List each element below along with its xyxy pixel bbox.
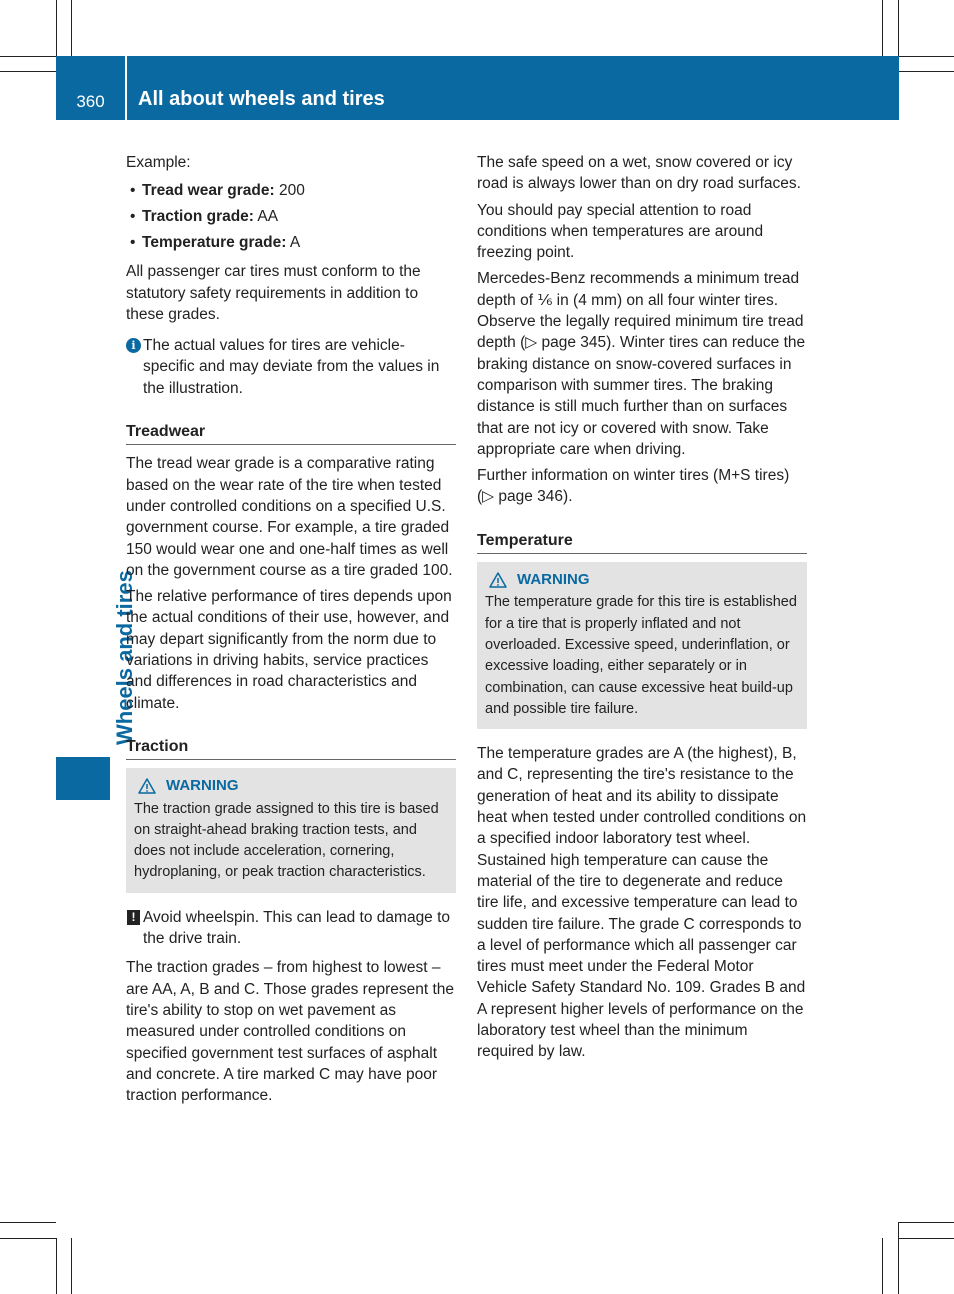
treadwear-paragraph-2: The relative performance of tires depends upon the actual conditions of their use, however, and may depart significantly from the norm due to variations in driving habits, service practices and differences in road characteristics and climate. — [126, 588, 452, 712]
warning-header — [485, 569, 799, 590]
crop-mark — [0, 56, 56, 57]
info-note-text: The actual values for tires are vehicle-specific and may deviate from the values in the illustration. — [143, 337, 440, 397]
temperature-paragraph: The temperature grades are A (the highest), B, and C, representing the tire's resistance to the generation of heat and its ability to dissipate heat when tested under controlled conditions on a specified indoor laboratory test wheel. Sustained high temperature can cause the material of the tire to degenerate and reduce tire life, and excessive temperature can lead to sudden tire failure. The grade C corresponds to a level of performance which all passenger car tires must meet under the Federal Motor Vehicle Safety Standard No. 109. Grades B and A represent higher levels of performance on the laboratory test wheel than the minimum required by law. — [477, 745, 807, 1061]
crop-mark — [0, 71, 56, 72]
crop-mark — [899, 1222, 954, 1223]
warning-label: WARNING — [166, 777, 239, 795]
crop-mark — [71, 0, 72, 56]
list-item-term: Tread wear grade: — [142, 182, 275, 200]
traction-heading: Traction — [126, 736, 456, 760]
crop-mark — [71, 1238, 72, 1294]
crop-mark — [56, 1238, 57, 1294]
crop-mark — [898, 1222, 899, 1294]
page-number: 360 — [76, 92, 105, 111]
conform-paragraph: All passenger car tires must conform to the statutory safety requirements in addition to these grades. — [126, 263, 421, 323]
right-column — [477, 152, 807, 1068]
crop-mark — [882, 1238, 883, 1294]
temperature-warning-box — [477, 562, 807, 729]
traction-paragraph: The traction grades – from highest to lowest – are AA, A, B and C. Those grades represent the tire's ability to stop on wet pavement as measured under controlled conditions on specified government test surfaces of asphalt and concrete. A tire marked C may have poor traction performance. — [126, 959, 454, 1105]
list-item — [126, 230, 456, 256]
crop-mark — [899, 1238, 954, 1239]
warning-label: WARNING — [517, 571, 590, 589]
list-item-term: Traction grade: — [142, 208, 254, 226]
list-item-value: A — [286, 234, 301, 252]
exclamation-icon: ! — [127, 910, 140, 925]
winter-tires-paragraph: Further information on winter tires (M+S tires) (▷ page 346). — [477, 467, 790, 506]
left-column — [126, 152, 456, 1111]
list-item-value: AA — [253, 208, 279, 226]
treadwear-paragraph-1: The tread wear grade is a comparative rating based on the wear rate of the tire when tested under controlled conditions on a specified U.S. government course. For example, a tire graded 150 would wear one and one-half times as well on the government course as a tire graded 100. — [126, 455, 453, 579]
crop-mark — [898, 0, 899, 56]
info-note — [126, 335, 456, 399]
crop-mark — [0, 1222, 56, 1223]
treadwear-heading: Treadwear — [126, 421, 456, 445]
crop-mark — [56, 0, 57, 56]
info-icon: i — [126, 338, 141, 353]
temperature-heading: Temperature — [477, 530, 807, 554]
warning-text: The traction grade assigned to this tire is based on straight-ahead braking traction tests, and does not include acceleration, cornering, hydroplaning, or peak traction characteristics. — [134, 800, 439, 881]
list-item-value: 200 — [274, 182, 305, 200]
side-tab-marker — [56, 757, 110, 800]
road-conditions-paragraph: You should pay special attention to road conditions when temperatures are around freezing point. — [477, 201, 764, 262]
crop-mark — [899, 56, 954, 57]
warning-triangle-icon — [489, 572, 507, 588]
tread-depth-paragraph: Mercedes-Benz recommends a minimum tread depth of ⅙ in (4 mm) on all four winter tires. Observe the legally required minimum tire tread depth (▷ page 345). Winter tires can reduce the braking distance on snow-covered surfaces in comparison with summer tires. The braking distance is still much further than on surfaces that are not icy or covered with snow. Take appropriate care when driving. — [477, 270, 806, 458]
list-item-term: Temperature grade: — [142, 234, 287, 252]
crop-mark — [899, 71, 954, 72]
safe-speed-paragraph: The safe speed on a wet, snow covered or icy road is always lower than on dry road surfaces. — [477, 154, 801, 193]
crop-mark — [882, 0, 883, 56]
grade-list — [126, 178, 456, 256]
list-item — [126, 204, 456, 230]
caution-note — [126, 907, 456, 950]
header-divider — [125, 56, 127, 120]
caution-note-text: Avoid wheelspin. This can lead to damage to the drive train. — [143, 908, 451, 948]
list-item — [126, 178, 456, 204]
traction-warning-box — [126, 768, 456, 892]
side-tab-label: Wheels and tires — [112, 570, 137, 745]
warning-header — [134, 775, 448, 796]
crop-mark — [0, 1238, 56, 1239]
warning-text: The temperature grade for this tire is established for a tire that is properly inflated and not overloaded. Excessive speed, underinflation, or excessive loading, either separately or in combination, can cause excessive heat build-up and possible tire failure. — [485, 594, 797, 717]
example-label: Example: — [126, 154, 191, 171]
warning-triangle-icon — [138, 778, 156, 794]
section-title: All about wheels and tires — [138, 88, 385, 110]
